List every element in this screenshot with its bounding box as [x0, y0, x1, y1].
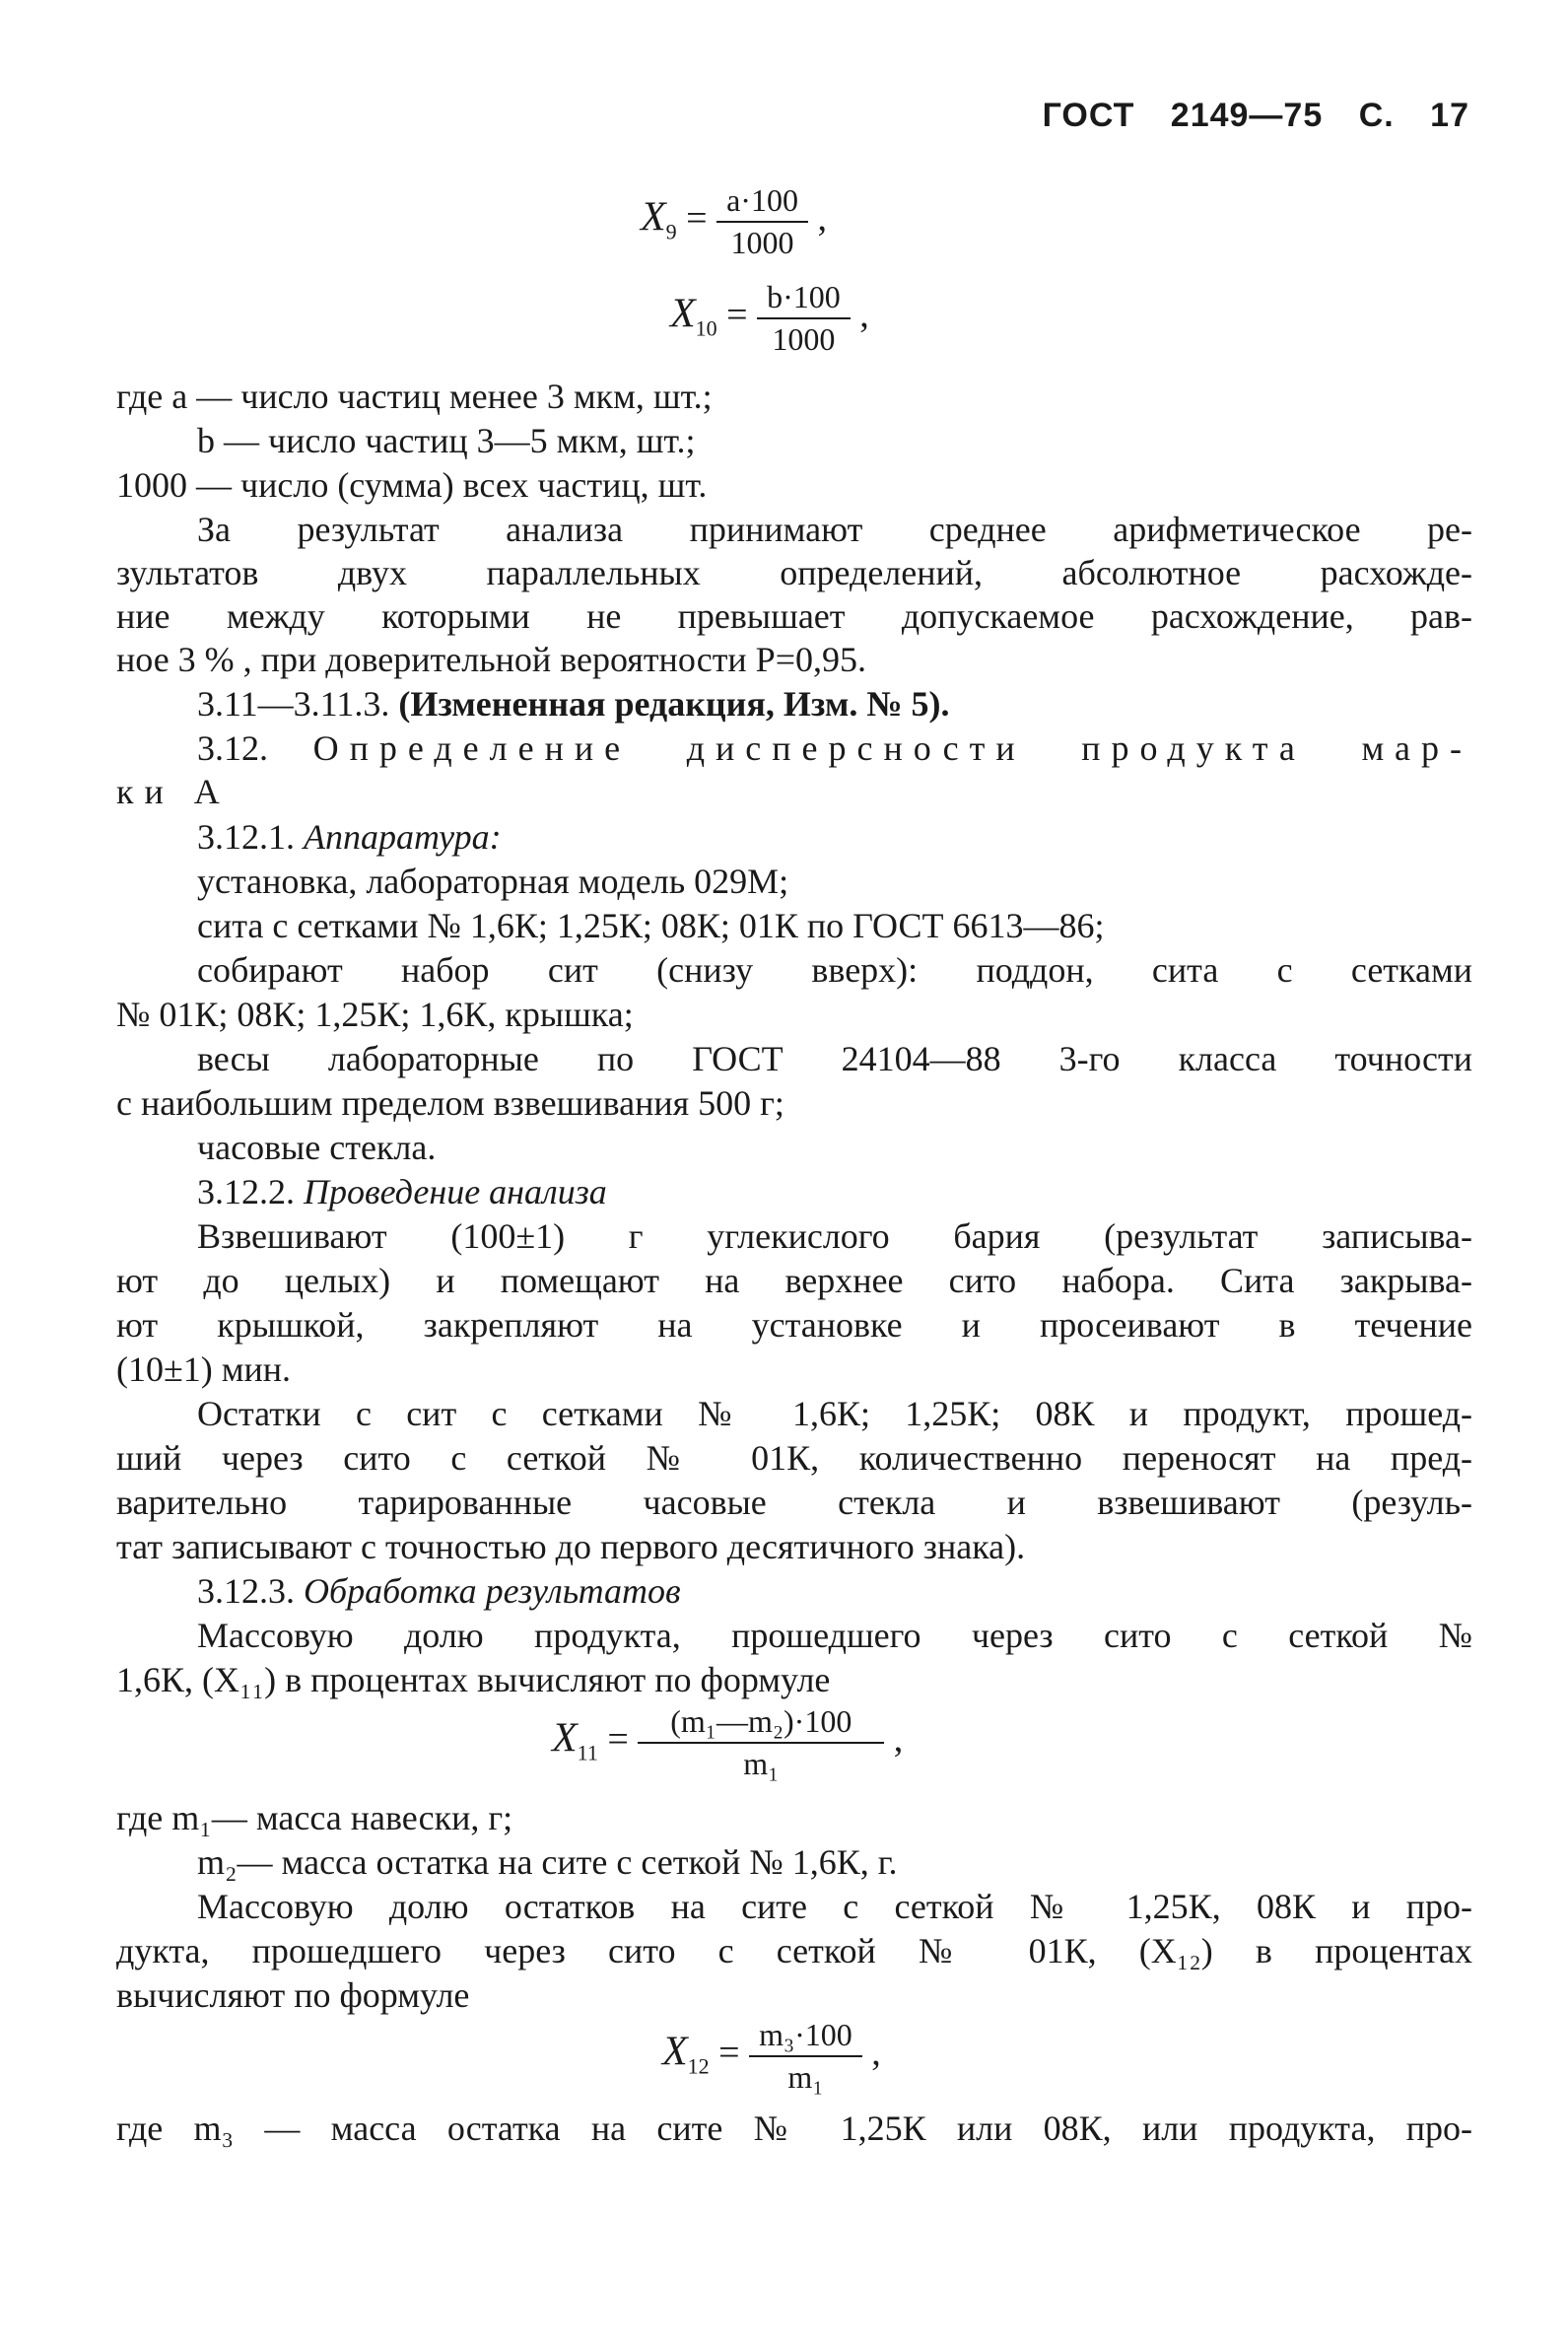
page-header [1017, 97, 1469, 135]
legend-a: где a — число частиц менее 3 мкм, шт.; [116, 377, 713, 416]
standard-number: 2149—75 [1170, 97, 1324, 134]
last-line: где m₃ — масса остатка на сите № 1,25К или 08К, или продукта, про- [116, 2108, 1472, 2148]
page-number: 17 [1430, 97, 1469, 134]
apparatus-item: с наибольшим пределом взвешивания 500 г; [116, 1083, 784, 1123]
subsection-3-12-2: 3.12.2. Проведение анализа [197, 1172, 607, 1211]
apparatus-item: № 01К; 08К; 1,25К; 1,6К, крышка; [116, 995, 634, 1034]
paragraph-line: ние между которыми не превышает допускаемое расхождение, рав- [116, 596, 1472, 636]
standard-label: ГОСТ [1042, 97, 1135, 134]
section-3-12-heading: 3.12. Определение дисперсности продукта мар- [197, 728, 1473, 768]
paragraph-line: зультатов двух параллельных определений, абсолютное расхожде- [116, 553, 1472, 592]
formula-x10: $X_{10}$ = $\frac{b\cdot 100}{1000}$ , [670, 279, 869, 357]
paragraph-line: ший через сито с сеткой № 01К, количественно переносят на пред- [116, 1438, 1472, 1478]
formula-x12: $X_{12}$ = $\frac{\text{m₃·100}}{\text{m₁}}$ , [662, 2017, 881, 2095]
paragraph-line: ют крышкой, закрепляют на установке и просеивают в течение [116, 1305, 1472, 1345]
paragraph-line: дукта, прошедшего через сито с сеткой № 01К, (X₁₂) в процентах [116, 1931, 1472, 1970]
apparatus-item: установка, лабораторная модель 029М; [197, 862, 789, 901]
formula-x11: $X_{11}$ = $\frac{\text{(m₁—m₂)·100}}{\text{m₁}}$ , [552, 1703, 904, 1781]
page-label: С. [1358, 97, 1395, 134]
paragraph-line: Массовую долю остатков на сите с сеткой № 1,25К, 08К и про- [197, 1887, 1472, 1926]
paragraph-line: тат записывают с точностью до первого десятичного знака). [116, 1527, 1026, 1566]
subsection-3-12-3: 3.12.3. Обработка результатов [197, 1571, 681, 1611]
apparatus-item: часовые стекла. [197, 1128, 437, 1167]
apparatus-item: собирают набор сит (снизу вверх): поддон, сита с сетками [197, 950, 1472, 990]
amendment-note: 3.11—3.11.3. (Измененная редакция, Изм. № 5). [197, 684, 950, 724]
section-3-12-heading-cont: ки А [116, 772, 231, 811]
paragraph-line: За результат анализа принимают среднее арифметическое ре- [197, 510, 1472, 549]
subsection-3-12-1: 3.12.1. Аппаратура: [197, 817, 502, 857]
formula-x9: $X_9$ = $\frac{a\cdot 100}{1000}$ , [641, 182, 827, 260]
paragraph-line: ют до целых) и помещают на верхнее сито набора. Сита закрыва- [116, 1261, 1472, 1300]
paragraph-line: ное 3 % , при доверительной вероятности P=0,95. [116, 640, 867, 679]
legend-1000: 1000 — число (сумма) всех частиц, шт. [116, 465, 708, 505]
legend-m1: где m₁— масса навески, г; [116, 1798, 513, 1837]
paragraph-line: вычисляют по формуле [116, 1975, 470, 2015]
apparatus-item: весы лабораторные по ГОСТ 24104—88 3-го класса точности [197, 1039, 1472, 1078]
paragraph-line: Остатки с сит с сетками № 1,6К; 1,25К; 08К и продукт, прошед- [197, 1394, 1472, 1433]
legend-m2: m₂— масса остатка на сите с сеткой № 1,6К, г. [197, 1842, 898, 1882]
paragraph-line: Взвешивают (100±1) г углекислого бария (результат записыва- [197, 1216, 1472, 1256]
paragraph-line: варительно тарированные часовые стекла и взвешивают (резуль- [116, 1483, 1472, 1522]
paragraph-line: Массовую долю продукта, прошедшего через сито с сеткой № [197, 1616, 1472, 1655]
apparatus-item: сита с сетками № 1,6К; 1,25К; 08К; 01К по ГОСТ 6613—86; [197, 906, 1105, 945]
paragraph-line: 1,6К, (X₁₁) в процентах вычисляют по формуле [116, 1660, 831, 1699]
legend-b: b — число частиц 3—5 мкм, шт.; [197, 421, 696, 460]
paragraph-line: (10±1) мин. [116, 1349, 292, 1389]
